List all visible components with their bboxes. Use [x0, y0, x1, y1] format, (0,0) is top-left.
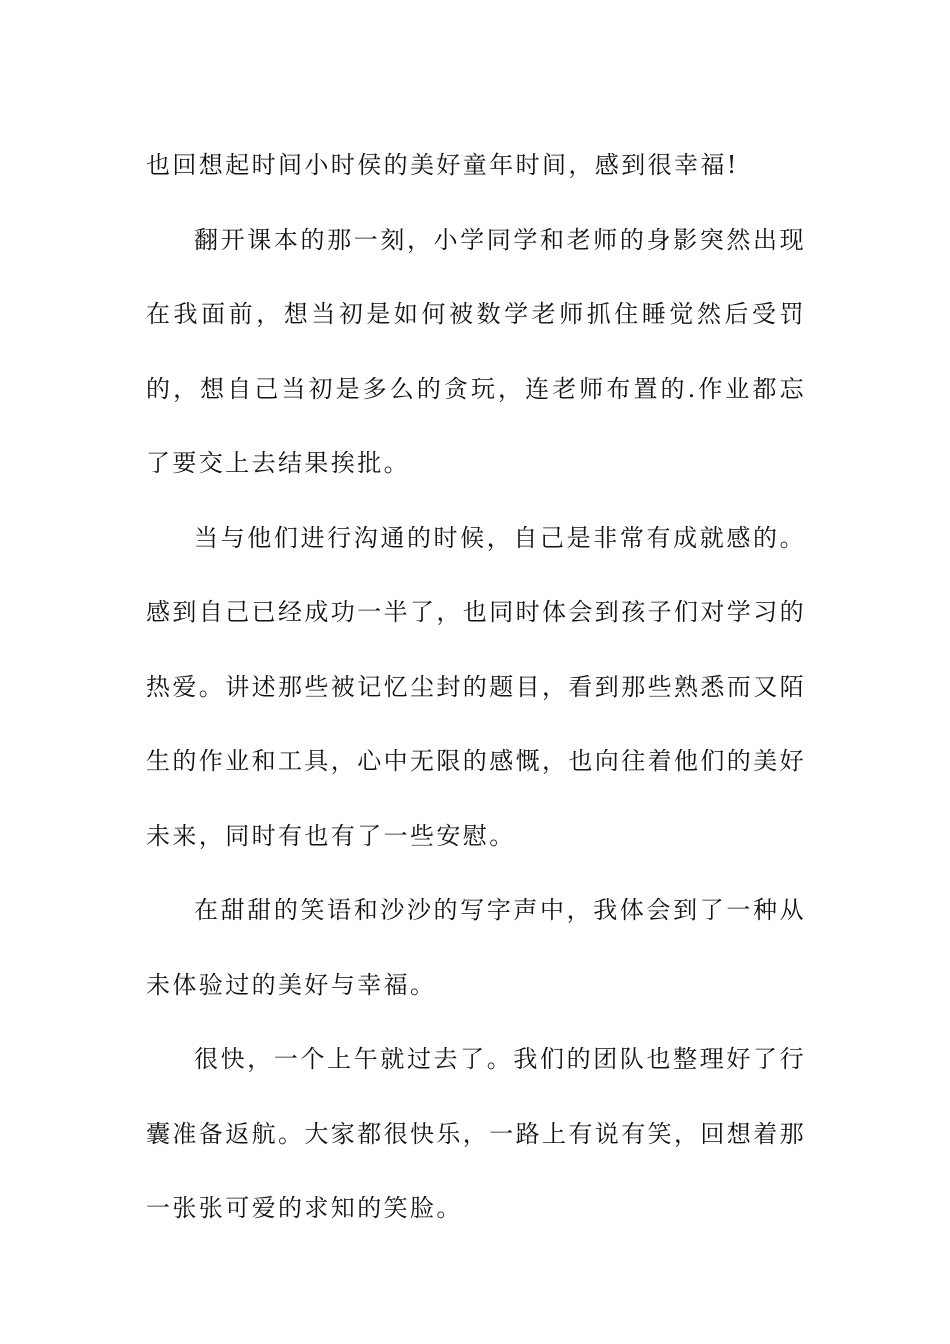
paragraph-3: 当与他们进行沟通的时候，自己是非常有成就感的。感到自己已经成功一半了，也同时体会到孩子们对学习的热爱。讲述那些被记忆尘封的题目，看到那些熟悉而又陌生的作业和工具，心中无限的感慨，也向往着他们的美好未来，同时有也有了一些安慰。 — [146, 523, 806, 850]
paragraph-5: 很快，一个上午就过去了。我们的团队也整理好了行囊准备返航。大家都很快乐，一路上有说有笑，回想着那一张张可爱的求知的笑脸。 — [146, 1045, 806, 1222]
paragraph-4: 在甜甜的笑语和沙沙的写字声中，我体会到了一种从未体验过的美好与幸福。 — [146, 896, 806, 999]
document-body — [146, 128, 806, 1246]
paragraph-1: 也回想起时间小时侯的美好童年时间，感到很幸福! — [146, 151, 739, 179]
paragraph-2: 翻开课本的那一刻，小学同学和老师的身影突然出现在我面前，想当初是如何被数学老师抓住睡觉然后受罚的，想自己当初是多么的贪玩，连老师布置的.作业都忘了要交上去结果挨批。 — [146, 225, 806, 477]
